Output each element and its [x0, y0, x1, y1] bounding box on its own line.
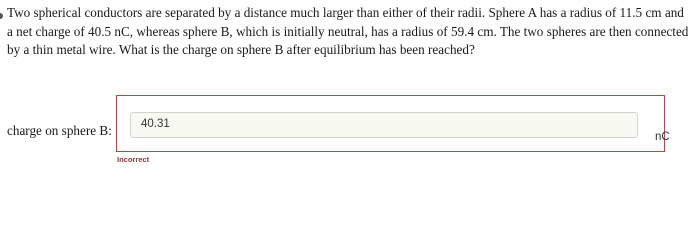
unit-label: nC — [655, 131, 670, 143]
question-bullet — [0, 13, 3, 19]
question-text: Two spherical conductors are separated by a distance much larger than either of their radii. Sphere A has a radius of 11.5 cm and a net charge of 40.5 nC, whereas sphere B, which is initially neutral, has a radius of 59.4 cm. The two spheres are then connected by a thin metal wire. What is the charge on sphere B after equilibrium has been reached? — [7, 5, 689, 57]
answer-frame — [116, 95, 665, 152]
charge-input[interactable]: 40.31 — [130, 112, 638, 138]
feedback-status: Incorrect — [117, 155, 150, 164]
answer-label: charge on sphere B: — [7, 123, 112, 138]
